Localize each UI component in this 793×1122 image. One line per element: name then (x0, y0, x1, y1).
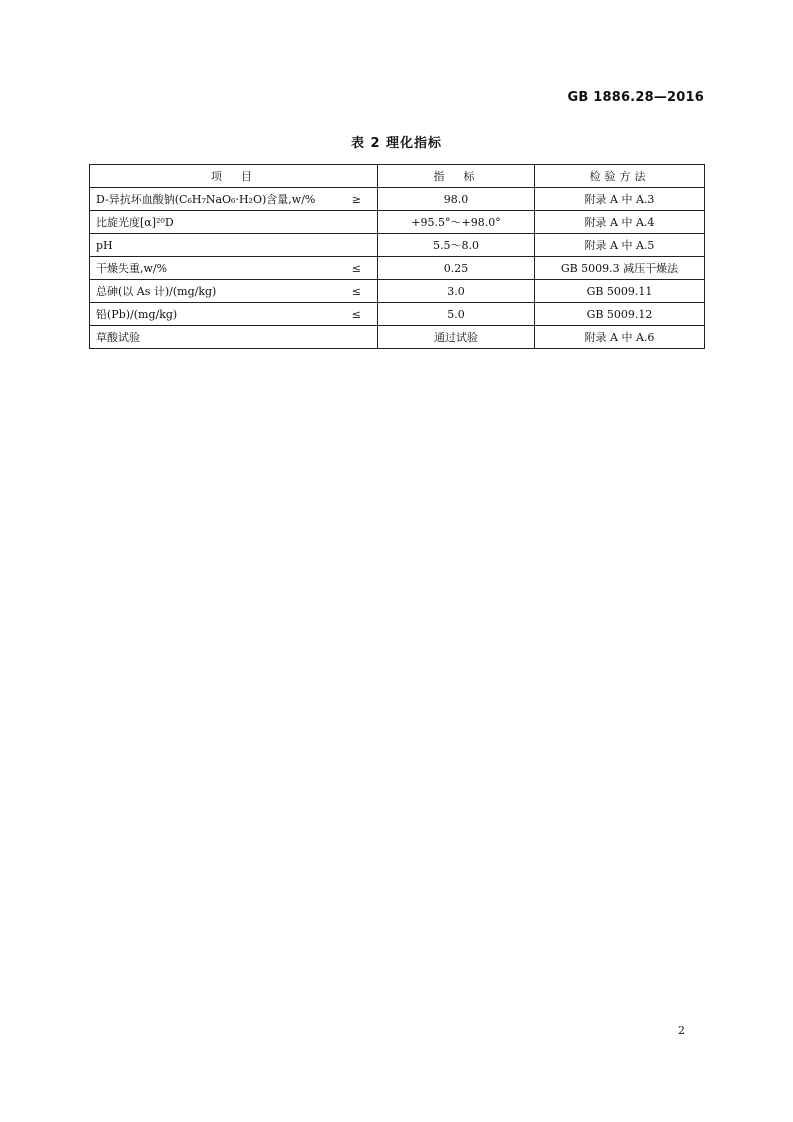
value-cell: +95.5°～+98.0° (378, 211, 535, 234)
method-cell: 附录 A 中 A.6 (535, 326, 705, 349)
item-cell (90, 257, 378, 280)
item-label: 干燥失重,w/% (96, 262, 168, 275)
table-title: 表 2 理化指标 (350, 136, 443, 151)
item-label: 铅(Pb)/(mg/kg) (96, 308, 178, 321)
comparator: ≥ (351, 192, 361, 206)
table-row (90, 257, 705, 280)
table-row (90, 188, 705, 211)
item-label: 总砷(以 As 计)/(mg/kg) (96, 285, 217, 298)
column-header-value: 指 标 (378, 165, 535, 188)
value-cell: 0.25 (378, 257, 535, 280)
table-row (90, 234, 705, 257)
comparator: ≤ (351, 261, 361, 275)
value-cell: 5.5～8.0 (378, 234, 535, 257)
item-label: D-异抗坏血酸钠(C₆H₇NaO₆·H₂O)含量,w/% (96, 193, 316, 206)
physicochemical-spec-table (89, 164, 705, 349)
column-header-item: 项 目 (90, 165, 378, 188)
standard-code: GB 1886.28—2016 (567, 90, 704, 105)
method-cell: 附录 A 中 A.5 (535, 234, 705, 257)
table-header-row (90, 165, 705, 188)
item-cell (90, 303, 378, 326)
comparator: ≤ (351, 307, 361, 321)
value-cell: 5.0 (378, 303, 535, 326)
method-cell: 附录 A 中 A.3 (535, 188, 705, 211)
method-cell: 附录 A 中 A.4 (535, 211, 705, 234)
item-cell (90, 211, 378, 234)
item-label: 草酸试验 (96, 331, 140, 344)
item-label: pH (96, 238, 113, 252)
item-label: 比旋光度[α]²⁰D (96, 216, 174, 229)
comparator: ≤ (351, 284, 361, 298)
item-cell (90, 326, 378, 349)
item-cell (90, 280, 378, 303)
method-cell: GB 5009.12 (535, 303, 705, 326)
table-row (90, 211, 705, 234)
table-row (90, 280, 705, 303)
item-cell (90, 188, 378, 211)
table-row (90, 303, 705, 326)
value-cell: 3.0 (378, 280, 535, 303)
method-cell: GB 5009.11 (535, 280, 705, 303)
method-cell: GB 5009.3 减压干燥法 (535, 257, 705, 280)
value-cell: 98.0 (378, 188, 535, 211)
value-cell: 通过试验 (378, 326, 535, 349)
item-cell (90, 234, 378, 257)
page-number: 2 (678, 1024, 685, 1037)
column-header-method: 检验方法 (535, 165, 705, 188)
table-row (90, 326, 705, 349)
